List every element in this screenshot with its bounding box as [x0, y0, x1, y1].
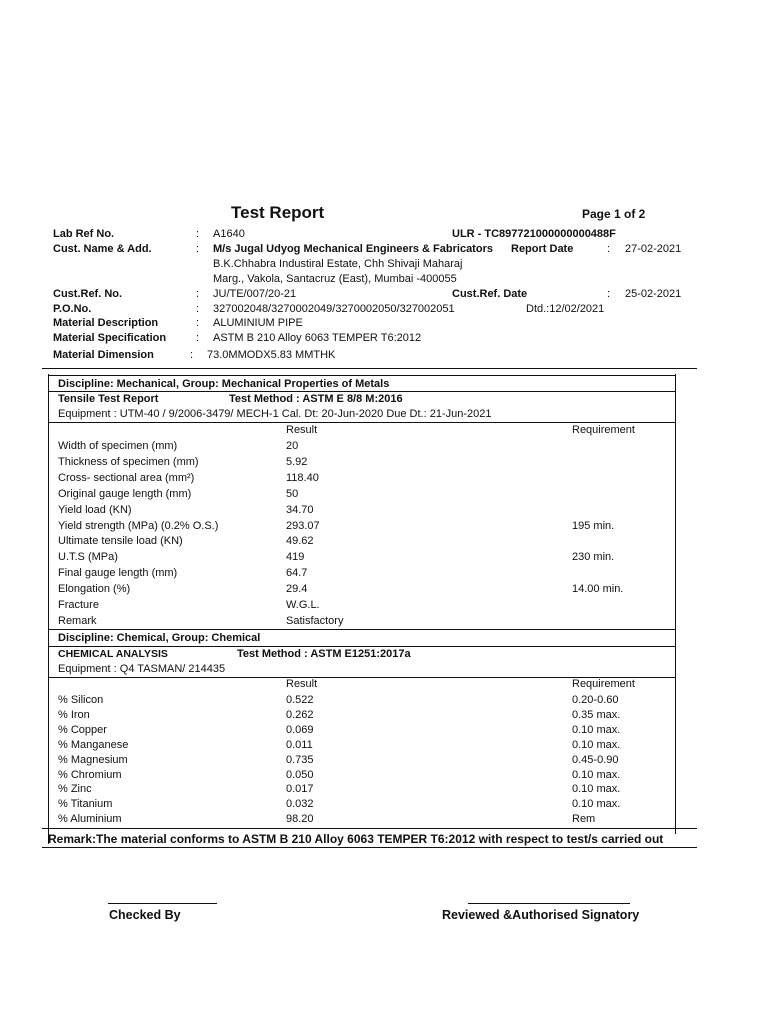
result-cell: W.G.L. [286, 599, 320, 611]
requirement-cell: 195 min. [572, 519, 615, 532]
result-cell: 0.011 [286, 738, 313, 751]
result-cell: 49.62 [286, 535, 314, 548]
parameter-cell: % Zinc [58, 783, 92, 796]
parameter-cell: % Copper [58, 723, 107, 736]
result-cell: 0.069 [286, 723, 314, 736]
requirement-cell: 0.10 max. [572, 723, 621, 736]
tensile-equipment: Equipment : UTM-40 / 9/2006-3479/ MECH-1 Cal. Dt: 20-Jun-2020 Due Dt.: 21-Jun-2021 [58, 408, 492, 420]
ulr-number: ULR - TC897721000000000488F [452, 228, 616, 240]
po-date: Dtd.:12/02/2021 [526, 303, 605, 315]
rule [48, 646, 676, 647]
rule [48, 422, 676, 423]
parameter-cell: Fracture [58, 599, 99, 611]
report-title: Test Report [231, 203, 325, 222]
rule [42, 828, 697, 829]
colon: : [196, 288, 200, 300]
requirement-cell: 0.20-0.60 [572, 694, 619, 706]
colon: : [190, 349, 194, 361]
colon: : [607, 288, 611, 300]
result-cell: 20 [286, 440, 299, 452]
requirement-cell: 230 min. [572, 551, 615, 564]
parameter-cell: Elongation (%) [58, 583, 131, 596]
page-indicator: Page 1 of 2 [582, 207, 646, 221]
lab-ref-label: Lab Ref No. [53, 228, 115, 240]
chem-discipline: Discipline: Chemical, Group: Chemical [58, 632, 261, 644]
result-cell: 64.7 [286, 567, 308, 580]
parameter-cell: % Titanium [58, 798, 113, 811]
parameter-cell: % Chromium [58, 768, 122, 781]
cust-ref-value: JU/TE/007/20-21 [213, 288, 297, 300]
material-spec-value: ASTM B 210 Alloy 6063 TEMPER T6:2012 [213, 332, 422, 344]
result-cell: Satisfactory [286, 614, 344, 627]
tensile-report-label: Tensile Test Report [58, 393, 159, 405]
requirement-cell: 14.00 min. [572, 583, 624, 596]
parameter-cell: Remark [58, 614, 97, 627]
result-cell: 0.050 [286, 768, 314, 781]
requirement-cell: 0.10 max. [572, 738, 621, 751]
result-cell: 34.70 [286, 503, 314, 516]
cust-name-label: Cust. Name & Add. [53, 243, 152, 255]
chem-equipment: Equipment : Q4 TASMAN/ 214435 [58, 663, 226, 675]
parameter-cell: Final gauge length (mm) [58, 567, 178, 580]
result-cell: 98.20 [286, 813, 314, 826]
chem-report-label: CHEMICAL ANALYSIS [58, 648, 168, 660]
colon: : [607, 243, 611, 255]
parameter-cell: Cross- sectional area (mm²) [58, 471, 195, 484]
requirement-cell: 0.10 max. [572, 783, 621, 796]
parameter-cell: % Silicon [58, 694, 104, 706]
parameter-cell: % Magnesium [58, 753, 128, 766]
cust-address-line-1: B.K.Chhabra Industiral Estate, Chh Shivaji Maharaj [213, 258, 463, 270]
po-value: 327002048/3270002049/3270002050/327002051 [213, 303, 455, 315]
colon: : [196, 317, 200, 329]
parameter-cell: % Iron [58, 708, 90, 721]
parameter-cell: Yield load (KN) [58, 503, 132, 516]
parameter-cell: U.T.S (MPa) [58, 551, 118, 564]
material-dim-value: 73.0MMODX5.83 MMTHK [207, 349, 336, 361]
material-desc-value: ALUMINIUM PIPE [213, 317, 303, 329]
checked-by-label: Checked By [109, 908, 181, 922]
parameter-cell: Thickness of specimen (mm) [58, 455, 199, 468]
result-cell: 419 [286, 551, 305, 564]
result-cell: 29.4 [286, 583, 308, 596]
parameter-cell: Yield strength (MPa) (0.2% O.S.) [58, 519, 219, 532]
material-spec-label: Material Specification [53, 332, 167, 344]
result-cell: 5.92 [286, 455, 308, 468]
requirement-cell: 0.35 max. [572, 708, 621, 721]
cust-name-value: M/s Jugal Udyog Mechanical Engineers & Fabricators [213, 243, 493, 255]
remark-text: Remark:The material conforms to ASTM B 210 Alloy 6063 TEMPER T6:2012 with respect to test/s carried out [48, 832, 664, 846]
mech-discipline: Discipline: Mechanical, Group: Mechanical Properties of Metals [58, 378, 390, 390]
parameter-cell: Ultimate tensile load (KN) [58, 535, 183, 548]
table-left-rule [48, 374, 49, 844]
cust-ref-date-value: 25-02-2021 [625, 288, 682, 300]
table-top-rule [42, 368, 697, 369]
cust-ref-label: Cust.Ref. No. [53, 288, 123, 300]
colon: : [196, 303, 200, 315]
result-cell: 0.032 [286, 798, 314, 811]
result-cell: 118.40 [286, 471, 319, 484]
material-dim-label: Material Dimension [53, 349, 154, 361]
requirement-cell: 0.10 max. [572, 768, 621, 781]
reviewed-signature-line [468, 903, 630, 904]
mech-col-result: Result [286, 424, 318, 436]
result-cell: 0.522 [286, 694, 314, 706]
result-cell: 50 [286, 487, 299, 500]
colon: : [196, 228, 200, 240]
chem-method: Test Method : ASTM E1251:2017a [237, 648, 411, 660]
checked-signature-line [108, 903, 217, 904]
parameter-cell: Width of specimen (mm) [58, 440, 178, 452]
report-date-label: Report Date [511, 243, 574, 255]
result-cell: 0.017 [286, 783, 314, 796]
report-date-value: 27-02-2021 [625, 243, 682, 255]
parameter-cell: % Aluminium [58, 813, 122, 826]
cust-address-line-2: Marg., Vakola, Santacruz (East), Mumbai -400055 [213, 273, 457, 285]
requirement-cell: 0.45-0.90 [572, 753, 619, 766]
parameter-cell: % Manganese [58, 738, 129, 751]
po-label: P.O.No. [53, 303, 92, 315]
rule [48, 391, 676, 392]
parameter-cell: Original gauge length (mm) [58, 487, 192, 500]
lab-ref-value: A1640 [213, 228, 245, 240]
mech-col-requirement: Requirement [572, 424, 635, 436]
result-cell: 0.262 [286, 708, 314, 721]
cust-ref-date-label: Cust.Ref. Date [452, 288, 528, 300]
colon: : [196, 332, 200, 344]
requirement-cell: 0.10 max. [572, 798, 621, 811]
colon: : [196, 243, 200, 255]
result-cell: 293.07 [286, 519, 320, 532]
reviewed-signatory-label: Reviewed &Authorised Signatory [442, 908, 640, 922]
requirement-cell: Rem [572, 813, 596, 826]
rule [42, 847, 697, 848]
rule [48, 629, 676, 630]
result-cell: 0.735 [286, 753, 314, 766]
chem-col-result: Result [286, 678, 318, 690]
material-desc-label: Material Description [53, 317, 159, 329]
rule [48, 375, 676, 376]
table-right-rule [675, 374, 676, 834]
tensile-method: Test Method : ASTM E 8/8 M:2016 [229, 393, 403, 405]
chem-col-requirement: Requirement [572, 678, 635, 690]
